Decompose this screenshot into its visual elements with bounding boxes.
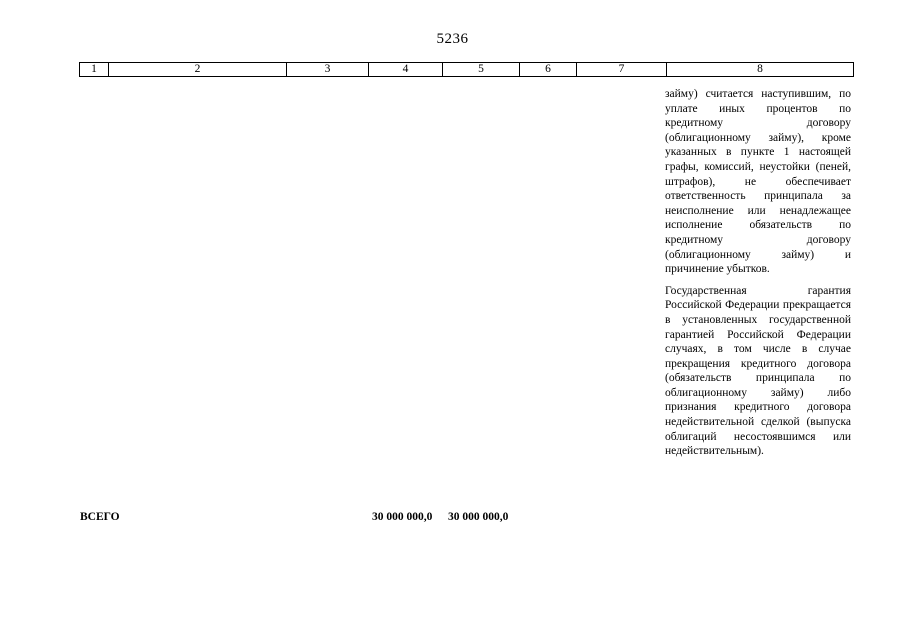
column-number-4: 4 (369, 63, 443, 77)
page-number: 5236 (436, 31, 469, 47)
total-column-5: 30 000 000,0 (372, 511, 433, 523)
column-number-8: 8 (667, 63, 854, 77)
column-number-5: 5 (443, 63, 520, 77)
column-number-6: 6 (520, 63, 577, 77)
column-header-row (79, 62, 854, 77)
column-8-paragraph-2: Государственная гарантия Российской Федерации прекращается в установленных государственной гарантией Российской Федерации случаях, в том числе в случае прекращения кредитного договора (обязательств принципала по облигационному займу) либо признания кредитного договора недействительной сделкой (выпуска облигаций несостоявшимся или недействительным). (665, 284, 851, 458)
column-8-text (665, 87, 851, 459)
column-8-paragraph-1: займу) считается наступившим, по уплате иных процентов по кредитному договору (облигационному займу), кроме указанных в пункте 1 настоящей графы, комиссий, неустойки (пеней, штрафов), не обеспечивает ответственность принципала за неисполнение или ненадлежащее исполнение обязательств по кредитному договору (облигационному займу) и причинение убытков. (665, 88, 851, 276)
column-number-3: 3 (287, 63, 369, 77)
column-number-7: 7 (577, 63, 667, 77)
total-column-6: 30 000 000,0 (448, 511, 509, 523)
column-number-2: 2 (109, 63, 287, 77)
total-label: ВСЕГО (80, 511, 120, 523)
column-number-1: 1 (80, 63, 109, 77)
